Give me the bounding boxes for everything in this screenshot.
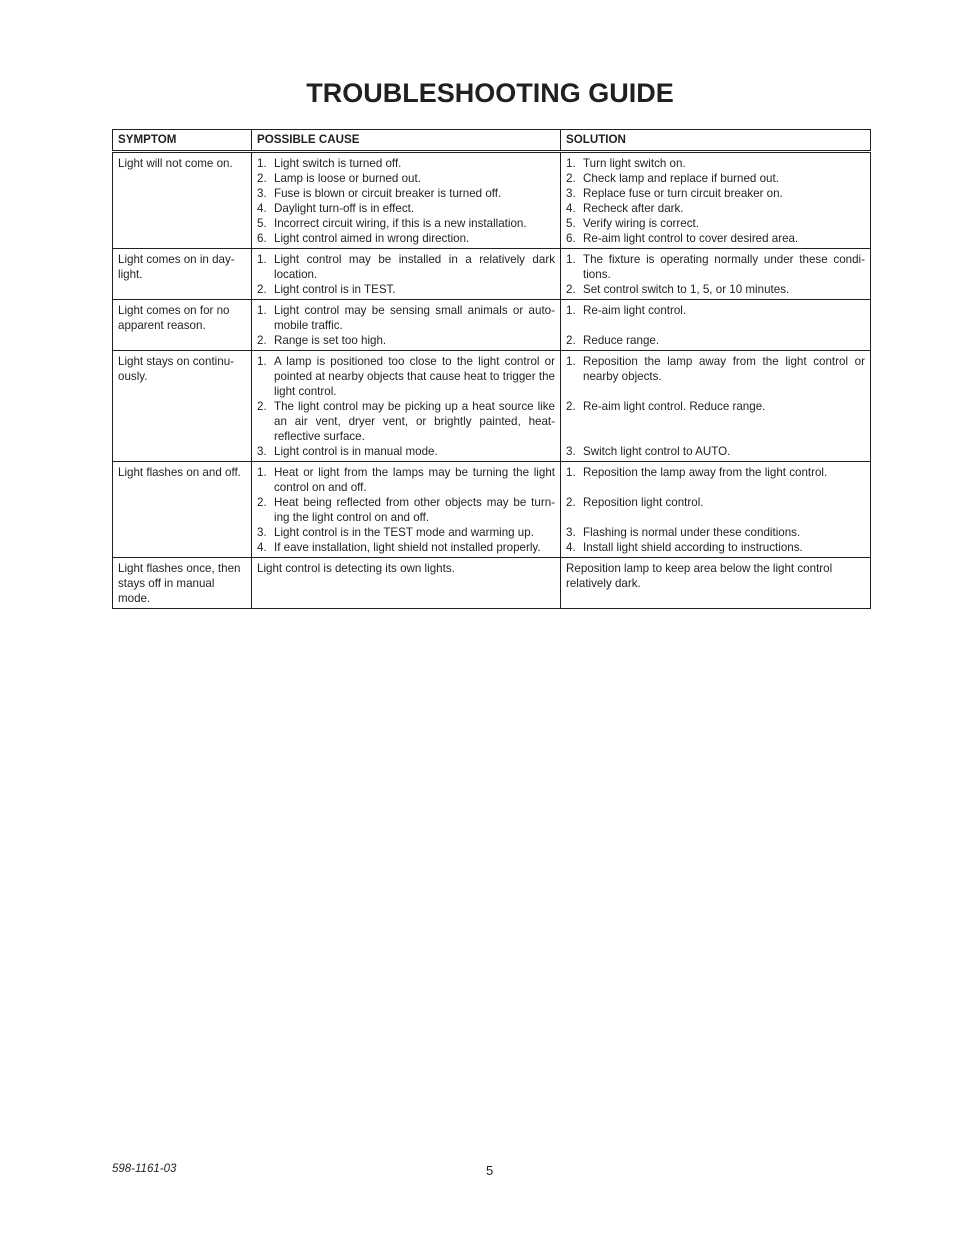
cause-cell xyxy=(252,152,561,249)
list-item: 5. Verify wiring is correct. xyxy=(566,217,699,230)
list-item: 2. The light control may be picking up a heat source like an air vent, dryer vent, or brightly painted, heat-reflective surface. xyxy=(257,400,555,443)
list-item: 3. Fuse is blown or circuit breaker is turned off. xyxy=(257,187,502,200)
table-row xyxy=(113,351,871,462)
table-header-row xyxy=(113,130,871,152)
list-item: 3. Light control is in manual mode. xyxy=(257,445,438,458)
list-item: 3. Light control is in the TEST mode and warming up. xyxy=(257,526,534,539)
list-item: 2. Re-aim light control. Reduce range. xyxy=(566,400,766,413)
cause-cell: Light control is detecting its own lights. xyxy=(252,558,561,609)
symptom-cell: Light flashes once, then stays off in manual mode. xyxy=(113,558,252,609)
symptom-cell: Light comes on for no apparent reason. xyxy=(113,300,252,351)
document-number: 598-1161-03 xyxy=(112,1163,177,1175)
list-item: 2. Lamp is loose or burned out. xyxy=(257,172,421,185)
list-item: 1. Turn light switch on. xyxy=(566,157,686,170)
cause-cell xyxy=(252,462,561,558)
list-item: 1. Reposition the lamp away from the light control or nearby objects. xyxy=(566,355,865,383)
table-row xyxy=(113,249,871,300)
list-item: 4. If eave installation, light shield not installed properly. xyxy=(257,541,541,554)
list-item: 3. Replace fuse or turn circuit breaker on. xyxy=(566,187,783,200)
troubleshooting-table xyxy=(112,129,871,609)
solution-cell xyxy=(561,462,871,558)
symptom-header: SYMPTOM xyxy=(113,130,252,152)
solution-cell xyxy=(561,351,871,462)
cause-cell xyxy=(252,351,561,462)
list-item: 2. Light control is in TEST. xyxy=(257,283,396,296)
list-item: 1. Reposition the lamp away from the light control. xyxy=(566,466,828,479)
symptom-cell: Light comes on in day-light. xyxy=(113,249,252,300)
cause-cell xyxy=(252,249,561,300)
list-item: 2. Set control switch to 1, 5, or 10 minutes. xyxy=(566,283,790,296)
list-item: 1. Re-aim light control. xyxy=(566,304,687,317)
solution-cell xyxy=(561,249,871,300)
list-item: 6. Re-aim light control to cover desired area. xyxy=(566,232,799,245)
table-row xyxy=(113,300,871,351)
cause-cell xyxy=(252,300,561,351)
list-item: 2. Reposition light control. xyxy=(566,496,704,509)
list-item: 1. Light switch is turned off. xyxy=(257,157,402,170)
list-item: 4. Recheck after dark. xyxy=(566,202,684,215)
symptom-cell: Light stays on continu-ously. xyxy=(113,351,252,462)
list-item: 4. Install light shield according to instructions. xyxy=(566,541,803,554)
list-item: 2. Reduce range. xyxy=(566,334,660,347)
list-item: 6. Light control aimed in wrong direction. xyxy=(257,232,470,245)
page-title: TROUBLESHOOTING GUIDE xyxy=(306,78,674,108)
list-item: 1. The fixture is operating normally under these condi-tions. xyxy=(566,253,865,281)
table-row xyxy=(113,462,871,558)
list-item: 1. Light control may be sensing small animals or auto-mobile traffic. xyxy=(257,304,555,332)
symptom-cell: Light flashes on and off. xyxy=(113,462,252,558)
solution-header: SOLUTION xyxy=(561,130,871,152)
page-number: 5 xyxy=(486,1163,494,1178)
table-row xyxy=(113,558,871,609)
list-item: 1. Light control may be installed in a relatively dark location. xyxy=(257,253,555,281)
solution-cell: Reposition lamp to keep area below the light control relatively dark. xyxy=(561,558,871,609)
list-item: 1. A lamp is positioned too close to the light control or pointed at nearby objects that cause heat to trigger the light control. xyxy=(257,355,555,398)
list-item: 3. Flashing is normal under these conditions. xyxy=(566,526,801,539)
list-item: 3. Switch light control to AUTO. xyxy=(566,445,731,458)
list-item: 1. Heat or light from the lamps may be turning the light control on and off. xyxy=(257,466,555,494)
list-item: 2. Check lamp and replace if burned out. xyxy=(566,172,779,185)
solution-cell xyxy=(561,300,871,351)
solution-cell xyxy=(561,152,871,249)
possible-cause-header: POSSIBLE CAUSE xyxy=(252,130,561,152)
table-row xyxy=(113,152,871,249)
list-item: 2. Heat being reflected from other objects may be turn-ing the light control on and off. xyxy=(257,496,555,524)
list-item: 5. Incorrect circuit wiring, if this is a new installation. xyxy=(257,217,527,230)
list-item: 4. Daylight turn-off is in effect. xyxy=(257,202,415,215)
symptom-cell: Light will not come on. xyxy=(113,152,252,249)
list-item: 2. Range is set too high. xyxy=(257,334,387,347)
